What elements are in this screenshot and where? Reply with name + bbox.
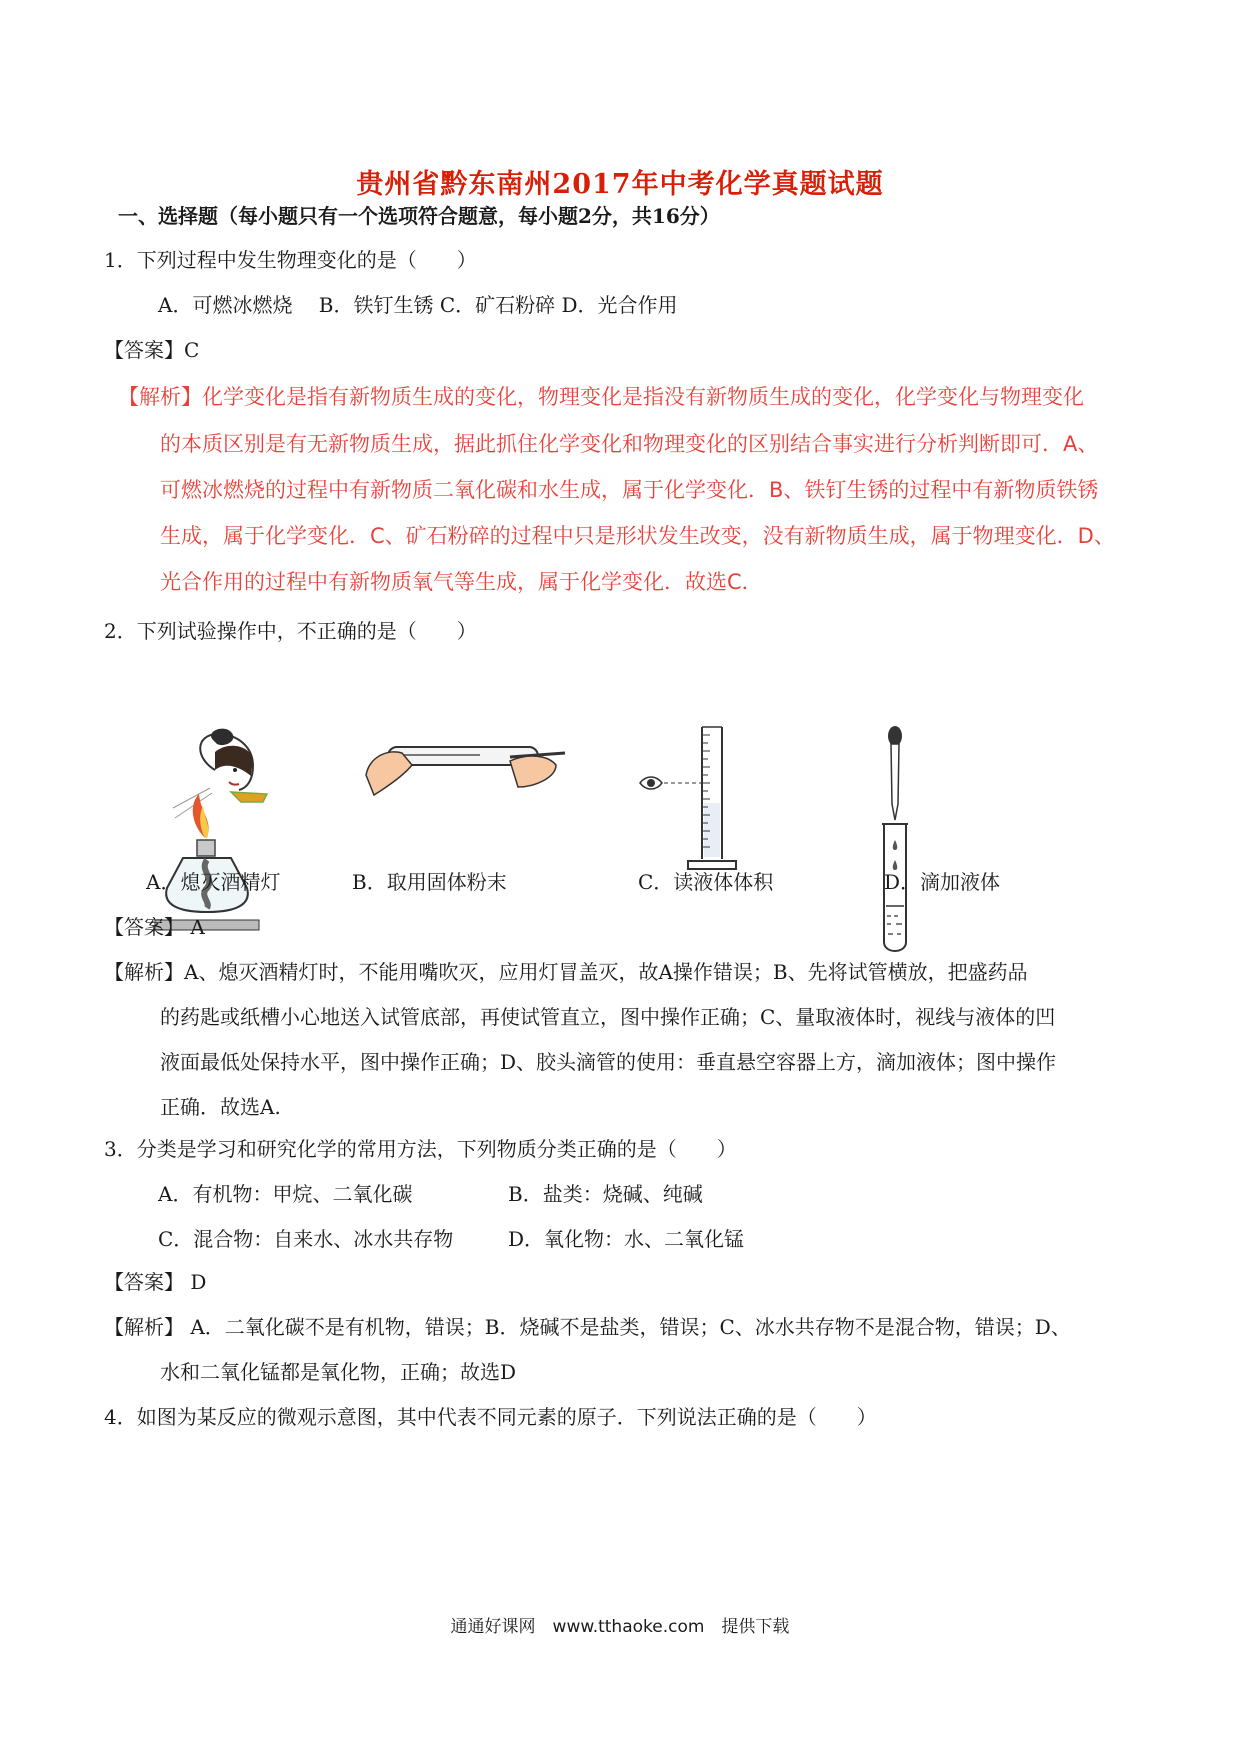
q1-options: A．可燃冰燃烧 B．铁钉生锈 C．矿石粉碎 D．光合作用	[158, 293, 678, 317]
q2-answer: 【答案】 A	[104, 915, 205, 939]
q1-analysis-line: 生成，属于化学变化．C、矿石粉碎的过程中只是形状发生改变，没有新物质生成，属于物理变化．D、	[160, 524, 1115, 548]
q1-analysis-line: 的本质区别是有无新物质生成，据此抓住化学变化和物理变化的区别结合事实进行分析判断即可．A、	[160, 432, 1099, 456]
q2-stem: 2．下列试验操作中，不正确的是（ ）	[104, 619, 477, 643]
q2-analysis-line: 液面最低处保持水平，图中操作正确；D、胶头滴管的使用：垂直悬空容器上方，滴加液体；图中操作	[160, 1050, 1057, 1074]
q1-analysis-line: 可燃冰燃烧的过程中有新物质二氧化碳和水生成，属于化学变化．B、铁钉生锈的过程中有新物质铁锈	[160, 478, 1099, 502]
q2-analysis-line: 【解析】A、熄灭酒精灯时，不能用嘴吹灭，应用灯冒盖灭，故A操作错误；B、先将试管横放，把盛药品	[104, 960, 1028, 984]
q3-option-d: D．氧化物：水、二氧化锰	[508, 1227, 745, 1251]
dropper-figure	[870, 724, 920, 954]
q1-analysis-line: 光合作用的过程中有新物质氧气等生成，属于化学变化．故选C．	[160, 570, 763, 594]
q3-stem: 3．分类是学习和研究化学的常用方法，下列物质分类正确的是（ ）	[104, 1137, 737, 1161]
q3-option-a: A．有机物：甲烷、二氧化碳	[158, 1182, 413, 1206]
cylinder-figure	[630, 723, 750, 873]
page-footer: 通通好课网 www.tthaoke.com 提供下载	[450, 1617, 790, 1637]
q2-option-b: B．取用固体粉末	[352, 870, 507, 894]
section-heading: 一、选择题（每小题只有一个选项符合题意，每小题2分，共16分）	[118, 204, 720, 228]
q2-option-a: A．熄灭酒精灯	[146, 870, 281, 894]
q2-option-c: C．读液体体积	[638, 870, 774, 894]
q2-option-d: D．滴加液体	[884, 870, 1001, 894]
q1-analysis-line: 【解析】化学变化是指有新物质生成的变化，物理变化是指没有新物质生成的变化，化学变化与物理变化	[118, 385, 1084, 409]
q3-option-c: C．混合物：自来水、冰水共存物	[158, 1227, 454, 1251]
page-title: 贵州省黔东南州2017年中考化学真题试题	[356, 169, 884, 200]
q2-analysis-line: 的药匙或纸槽小心地送入试管底部，再使试管直立，图中操作正确；C、量取液体时，视线与液体的凹	[160, 1005, 1056, 1029]
q3-analysis-line: 【解析】 A．二氧化碳不是有机物，错误；B．烧碱不是盐类，错误；C、冰水共存物不是混合物，错误；D、	[104, 1315, 1071, 1339]
q3-answer: 【答案】 D	[104, 1270, 207, 1294]
q3-option-b: B．盐类：烧碱、纯碱	[508, 1182, 703, 1206]
powder-figure	[360, 725, 575, 805]
q4-stem: 4．如图为某反应的微观示意图，其中代表不同元素的原子．下列说法正确的是（ ）	[104, 1405, 877, 1429]
q3-analysis-line: 水和二氧化锰都是氧化物，正确；故选D	[160, 1360, 517, 1384]
q1-answer: 【答案】C	[104, 338, 200, 362]
q2-analysis-line: 正确．故选A.	[160, 1095, 281, 1119]
q1-stem: 1．下列过程中发生物理变化的是（ ）	[104, 248, 477, 272]
